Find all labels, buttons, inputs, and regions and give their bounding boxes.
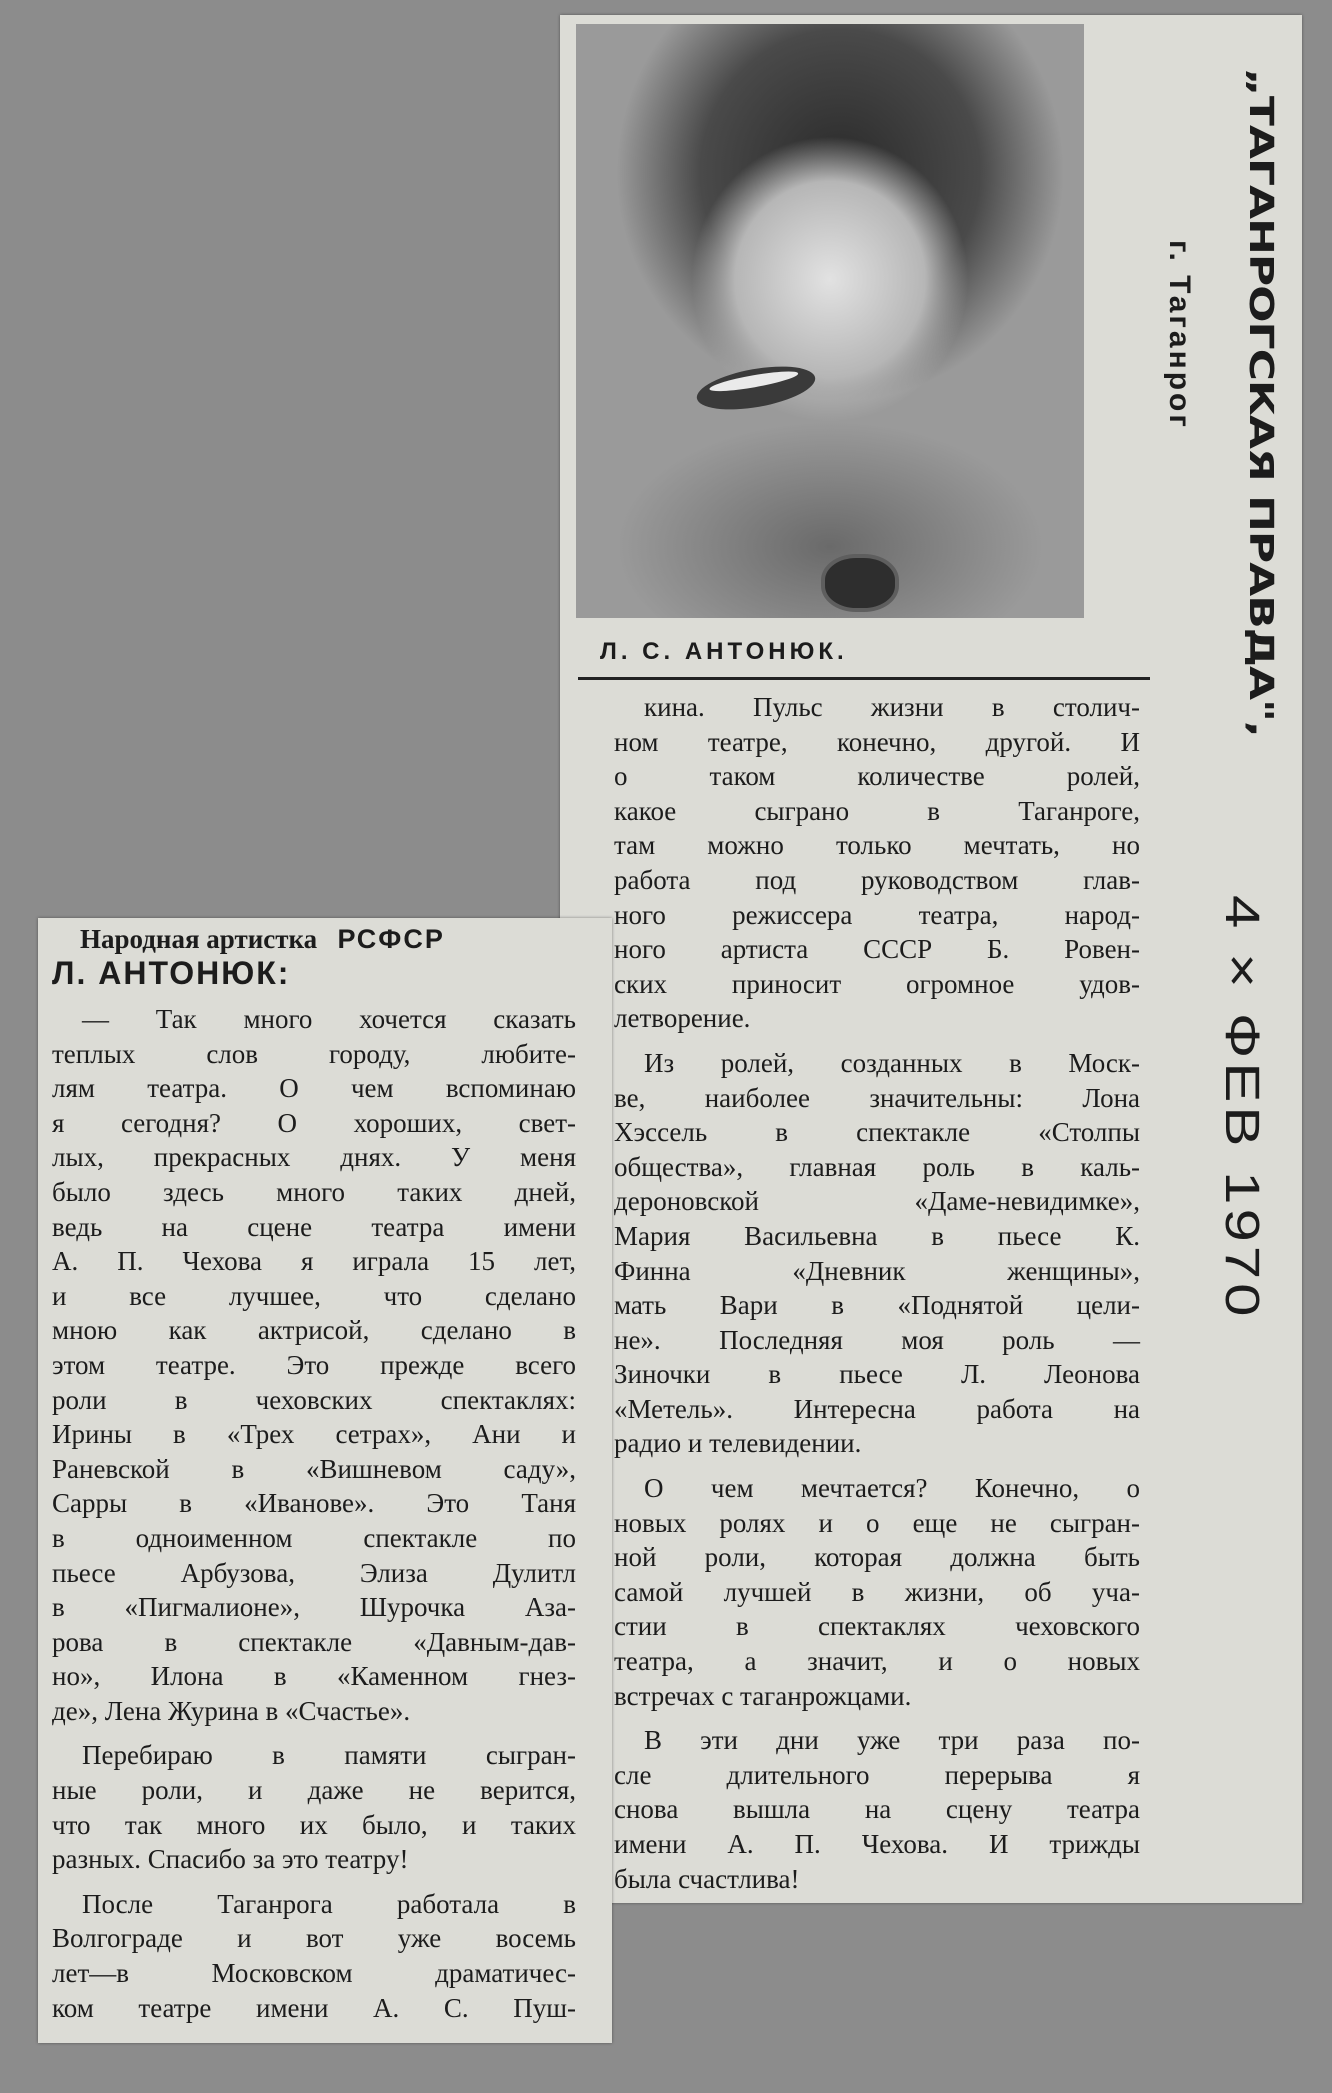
text-line: не». Последняя моя роль — — [614, 1324, 1140, 1355]
text-line: работа под руководством глав- — [614, 864, 1140, 895]
article-column-right — [614, 690, 1140, 1896]
text-line: театра, а значит, и о новых — [614, 1646, 1140, 1677]
text-line: ведь на сцене театра имени — [52, 1211, 576, 1242]
text-line: дероновской «Даме-невидимке», — [614, 1186, 1140, 1217]
text-line: Хэссель в спектакле «Столпы — [614, 1117, 1140, 1148]
text-line: но», Илона в «Каменном гнез- — [52, 1661, 576, 1692]
text-line: ве, наиболее значительны: Лона — [614, 1082, 1140, 1113]
text-line: Из ролей, созданных в Моск- — [644, 1047, 1140, 1078]
text-line: лых, прекрасных днях. У меня — [52, 1142, 576, 1173]
text-line: сле длительного перерыва я — [614, 1759, 1140, 1790]
text-line: стии в спектаклях чеховского — [614, 1611, 1140, 1642]
text-line: там можно только мечтать, но — [614, 830, 1140, 861]
text-line: летворение. — [614, 1003, 751, 1034]
text-line: ских приносит огромное удов- — [614, 968, 1140, 999]
text-line: мать Вари в «Поднятой цели- — [614, 1290, 1140, 1321]
text-line: самой лучшей в жизни, об уча- — [614, 1576, 1140, 1607]
heading-title-bold: РСФСР — [337, 924, 445, 954]
paragraph — [614, 690, 1140, 1036]
text-line: «Метель». Интересна работа на — [614, 1393, 1140, 1424]
text-line: общества», главная роль в каль- — [614, 1151, 1140, 1182]
text-line: Ирины в «Трех сетрах», Ани и — [52, 1419, 576, 1450]
text-line: в «Пигмалионе», Шурочка Аза- — [52, 1592, 576, 1623]
photo-caption: Л. С. АНТОНЮК. — [600, 638, 848, 665]
portrait-photo — [576, 24, 1084, 618]
newspaper-title: „ТАГАНРОГСКАЯ ПРАВДА", — [1241, 68, 1280, 737]
photo-face-detail — [694, 359, 819, 417]
text-line: мною как актрисой, сделано в — [52, 1315, 576, 1346]
text-line: я сегодня? О хороших, свет- — [52, 1107, 576, 1138]
text-line: разных. Спасибо за это театру! — [52, 1844, 409, 1875]
text-line: в одноименном спектакле по — [52, 1522, 576, 1553]
text-line: ном театре, конечно, другой. И — [614, 726, 1140, 757]
text-line: этом театре. Это прежде всего — [52, 1349, 576, 1380]
text-line: новых ролях и о еще не сыгран- — [614, 1507, 1140, 1538]
text-line: Финна «Дневник женщины», — [614, 1255, 1140, 1286]
text-line: и все лучшее, что сделано — [52, 1280, 576, 1311]
text-line: — Так много хочется сказать — [82, 1004, 576, 1034]
paragraph — [52, 1002, 576, 1728]
text-line: пьесе Арбузова, Элиза Дулитл — [52, 1557, 576, 1588]
text-line: А. П. Чехова я играла 15 лет, — [52, 1246, 576, 1277]
text-line: После Таганрога работала в — [82, 1888, 576, 1919]
text-line: теплых слов городу, любите- — [52, 1038, 576, 1069]
text-line: ные роли, и даже не верится, — [52, 1775, 576, 1806]
text-line: Волгограде и вот уже восемь — [52, 1923, 576, 1954]
text-line: Перебираю в памяти сыгран- — [82, 1740, 576, 1771]
text-line: лям театра. О чем вспоминаю — [52, 1073, 576, 1104]
text-line: де», Лена Журина в «Счастье». — [52, 1695, 411, 1726]
text-line: Зиночки в пьесе Л. Леонова — [614, 1359, 1140, 1390]
text-line: ком театре имени А. С. Пуш- — [52, 1992, 576, 2023]
text-line: какое сыграно в Таганроге, — [614, 795, 1140, 826]
text-line: было здесь много таких дней, — [52, 1176, 576, 1207]
text-line: рова в спектакле «Давным-дав- — [52, 1626, 576, 1657]
date-stamp: 4 × ФЕВ 1970 — [1215, 895, 1270, 1321]
text-line: ного артиста СССР Б. Ровен- — [614, 934, 1140, 965]
text-line: роли в чеховских спектаклях: — [52, 1384, 576, 1415]
photo-brooch-detail — [821, 554, 899, 612]
text-line: кина. Пульс жизни в столич- — [644, 692, 1140, 722]
paragraph — [52, 1887, 576, 2025]
paragraph — [52, 1738, 576, 1876]
text-line: лет—в Московском драматичес- — [52, 1958, 576, 1989]
heading-name: Л. АНТОНЮК: — [52, 955, 291, 991]
text-line: радио и телевидении. — [614, 1428, 862, 1459]
caption-rule — [578, 677, 1150, 680]
text-line: Сарры в «Иванове». Это Таня — [52, 1488, 576, 1519]
text-line: Мария Васильевна в пьесе К. — [614, 1220, 1140, 1251]
heading-title: Народная артистка — [80, 924, 318, 954]
text-line: О чем мечтается? Конечно, о — [644, 1473, 1140, 1504]
text-line: Раневской в «Вишневом саду», — [52, 1453, 576, 1484]
paragraph — [614, 1471, 1140, 1713]
paragraph — [614, 1723, 1140, 1896]
text-line: была счастлива! — [614, 1863, 800, 1894]
article-column-left — [52, 1002, 576, 2025]
text-line: В эти дни уже три раза по- — [644, 1725, 1140, 1756]
text-line: ного режиссера театра, народ- — [614, 899, 1140, 930]
text-line: о таком количестве ролей, — [614, 761, 1140, 792]
newspaper-city: г. Таганрог — [1163, 240, 1196, 430]
text-line: имени А. П. Чехова. И трижды — [614, 1829, 1140, 1859]
text-line: что так много их было, и таких — [52, 1809, 576, 1840]
text-line: снова вышла на сцену театра — [614, 1794, 1140, 1825]
article-heading — [52, 924, 576, 992]
text-line: ной роли, которая должна быть — [614, 1542, 1140, 1573]
text-line: встречах с таганрожцами. — [614, 1680, 912, 1711]
paragraph — [614, 1046, 1140, 1461]
